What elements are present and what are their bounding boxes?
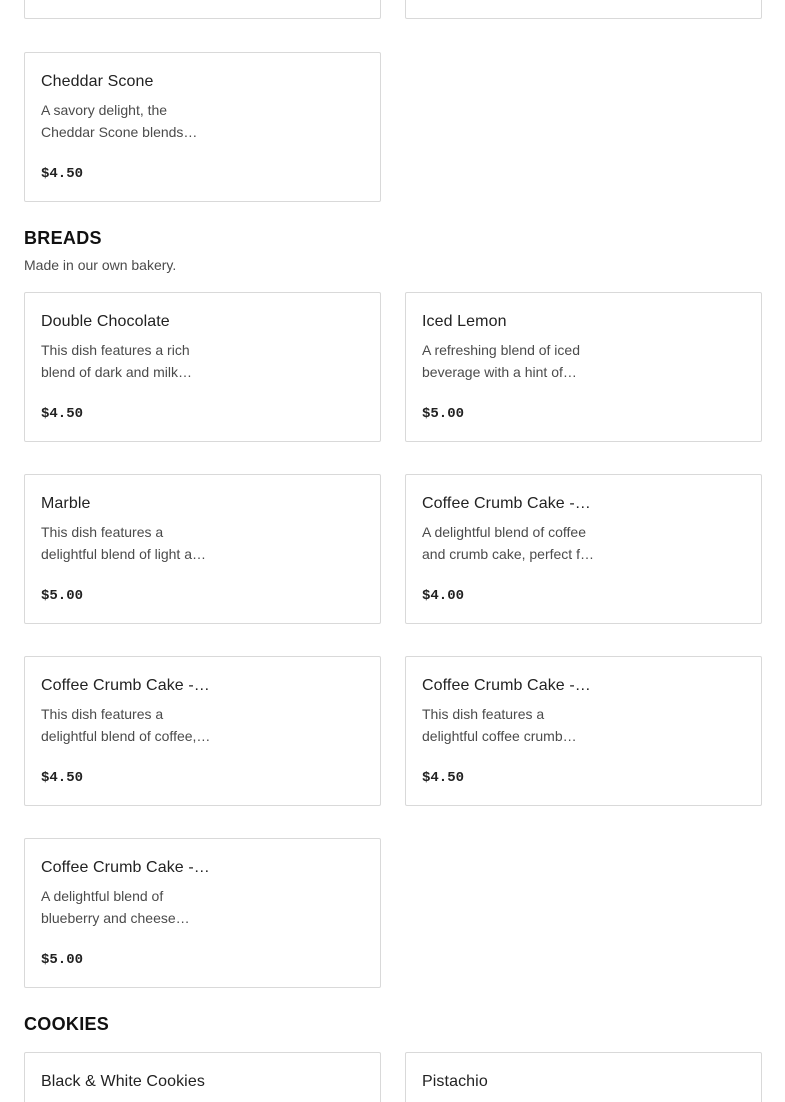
item-name: Cheddar Scone [41, 73, 154, 90]
item-name: Coffee Crumb Cake -… [41, 677, 210, 694]
item-name: Black & White Cookies [41, 1073, 205, 1090]
menu-item-card[interactable] [405, 474, 762, 624]
item-price: $5.00 [41, 952, 84, 968]
item-description: This dish features a delightful blend of coffee,… [41, 706, 211, 744]
menu-item-card-partial[interactable] [24, 0, 381, 19]
menu-item-card[interactable] [24, 292, 381, 442]
item-price: $4.50 [41, 166, 84, 182]
item-name: Coffee Crumb Cake -… [41, 859, 210, 876]
item-price: $4.50 [41, 406, 84, 422]
item-name: Iced Lemon [422, 313, 507, 330]
item-description: This dish features a delightful blend of light a… [41, 524, 206, 562]
menu-item-card[interactable] [24, 656, 381, 806]
item-price: $4.00 [422, 588, 465, 604]
item-name: Marble [41, 495, 91, 512]
item-price: $5.00 [422, 406, 465, 422]
item-description: A refreshing blend of iced beverage with a hint of… [422, 342, 580, 380]
item-name: Pistachio [422, 1073, 488, 1090]
item-description: A savory delight, the Cheddar Scone blends… [41, 102, 198, 140]
item-description: A delightful blend of coffee and crumb cake, perfect f… [422, 524, 594, 562]
item-name: Double Chocolate [41, 313, 170, 330]
menu-item-card[interactable] [24, 1052, 381, 1102]
menu-item-card[interactable] [24, 474, 381, 624]
item-price: $4.50 [422, 770, 465, 786]
item-name: Coffee Crumb Cake -… [422, 495, 591, 512]
menu-item-card[interactable] [405, 656, 762, 806]
item-name: Coffee Crumb Cake -… [422, 677, 591, 694]
section-title-cookies: COOKIES [24, 1014, 110, 1034]
menu-item-card[interactable] [405, 1052, 762, 1102]
menu-item-card[interactable] [405, 292, 762, 442]
menu-item-card-partial[interactable] [405, 0, 762, 19]
section-subtitle-breads: Made in our own bakery. [24, 257, 177, 273]
item-description: This dish features a delightful coffee crumb… [422, 706, 577, 744]
menu-item-card[interactable] [24, 52, 381, 202]
item-price: $4.50 [41, 770, 84, 786]
item-description: A delightful blend of blueberry and cheese… [41, 888, 190, 926]
item-price: $5.00 [41, 588, 84, 604]
item-description: This dish features a rich blend of dark and milk… [41, 342, 192, 380]
menu-item-card[interactable] [24, 838, 381, 988]
section-title-breads: BREADS [24, 228, 102, 248]
